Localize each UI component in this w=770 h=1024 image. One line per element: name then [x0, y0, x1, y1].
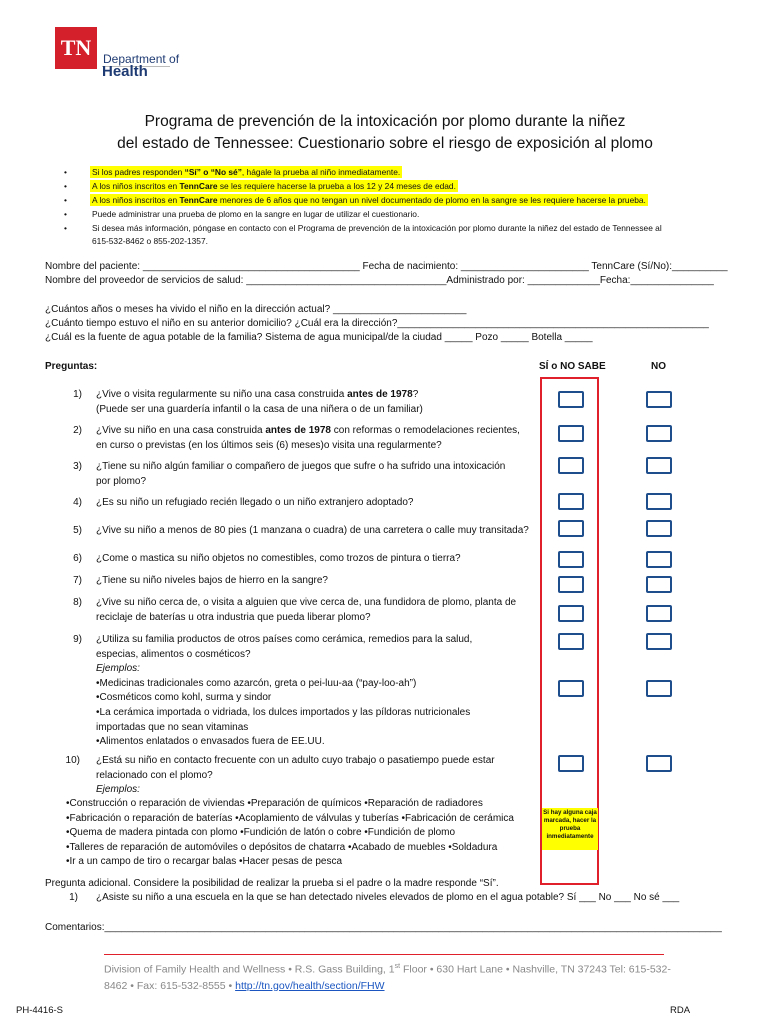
- yes-checkbox[interactable]: [558, 457, 584, 474]
- yes-checkbox[interactable]: [558, 605, 584, 622]
- question-text-part: con reformas o remodelaciones recientes,: [330, 425, 520, 436]
- question-text: •Medicinas tradicionales como azarcón, greta o pei-luu-aa (“pay-loo-ah”): [96, 677, 417, 689]
- bullet-text-part: TennCare: [179, 181, 218, 191]
- tn-logo-text: TN: [60, 35, 92, 60]
- question-text-part: ¿Vive su niño en una casa construida: [96, 425, 266, 436]
- additional-question-intro: Pregunta adicional. Considere la posibilidad de realizar la prueba si el padre o la madre responde “Sí”.: [45, 878, 499, 889]
- question-text: (Puede ser una guardería infantil o la casa de una niñera o de un familiar): [96, 403, 423, 415]
- question-text: ¿Tiene su niño niveles bajos de hierro en la sangre?: [96, 575, 328, 586]
- yes-checkbox[interactable]: [558, 633, 584, 650]
- question-text: ¿Es su niño un refugiado recién llegado o un niño extranjero adoptado?: [96, 497, 414, 508]
- question-text-part: ¿Vive o visita regularmente su niño una casa construida: [96, 389, 348, 400]
- logo-department: Department of: [103, 52, 180, 66]
- question-text: [96, 423, 520, 438]
- footer-line1: Division of Family Health and Wellness • R.S. Gass Building, 1st Floor • 630 Hart Lane • Nashville, TN 37243 Tel: 615-532-: [104, 963, 671, 976]
- bullet-text-part: A los niños inscritos en: [92, 181, 180, 191]
- no-checkbox[interactable]: [646, 755, 672, 772]
- question-text: ¿Vive su niño a menos de 80 pies (1 manzana o cuadra) de una carretera o calle muy transitada?: [96, 525, 529, 536]
- bullet-text: [90, 222, 664, 234]
- question-text: ¿Está su niño en contacto frecuente con un adulto cuyo trabajo o pasatiempo puede estar: [96, 755, 495, 766]
- footer-divider: [104, 954, 664, 955]
- question-text: Ejemplos:: [96, 784, 140, 796]
- question-text: ¿Come o mastica su niño objetos no comestibles, como trozos de pintura o tierra?: [96, 553, 461, 564]
- page-title-line1: Programa de prevención de la intoxicación por plomo durante la niñez: [144, 113, 626, 130]
- question-text: por plomo?: [96, 475, 147, 487]
- question-text: importadas que no sean vitaminas: [96, 721, 249, 733]
- bullet-text: [90, 208, 421, 220]
- q10-example-line: •Ir a un campo de tiro o recargar balas •Hacer pesas de pesca: [66, 856, 343, 867]
- question-text: ¿Vive su niño cerca de, o visita a alguien que vive cerca de, una fundidora de plomo, planta de: [96, 597, 517, 608]
- water-source-field[interactable]: ¿Cuál es la fuente de agua potable de la familia? Sistema de agua municipal/de la ciudad _____ Pozo _____ Botella _____: [45, 332, 593, 343]
- no-checkbox[interactable]: [646, 680, 672, 697]
- question-number: 2): [73, 425, 82, 436]
- no-checkbox[interactable]: [646, 520, 672, 537]
- yes-checkbox[interactable]: [558, 755, 584, 772]
- yes-checkbox[interactable]: [558, 551, 584, 568]
- footer-line2: [104, 978, 724, 994]
- form-id: PH-4416-S: [16, 1005, 63, 1016]
- bullet-dot: •: [64, 195, 67, 205]
- yes-checkbox[interactable]: [558, 391, 584, 408]
- q10-example-line: •Construcción o reparación de viviendas •Preparación de químicos •Reparación de radiadores: [66, 798, 483, 809]
- question-number: 6): [73, 553, 82, 564]
- additional-question-number: 1): [69, 892, 78, 903]
- q10-example-line: •Fabricación o reparación de baterías •Acoplamiento de válvulas y tuberías •Fabricación de cerámica: [66, 812, 514, 824]
- footer-contact: 8462 • Fax: 615-532-8555 •: [104, 979, 236, 992]
- yes-checkbox[interactable]: [558, 520, 584, 537]
- yes-checkbox[interactable]: [558, 576, 584, 593]
- question-text-part: ?: [412, 389, 419, 400]
- bullet-text-part: “Sí” o “No sé”: [184, 167, 242, 177]
- comments-field[interactable]: Comentarios:_______________________________________________________________________________________________________________: [45, 922, 722, 933]
- footer-link[interactable]: http://tn.gov/health/section/FHW: [235, 979, 385, 992]
- question-text: especias, alimentos o cosméticos?: [96, 648, 251, 660]
- patient-name-field[interactable]: Nombre del paciente: _______________________________________ Fecha de nacimiento: _______________________ TennCare (Sí/No):__________: [45, 261, 728, 272]
- bullet-text: [90, 180, 458, 192]
- bullet-dot: •: [64, 209, 67, 219]
- q10-example-line: •Talleres de reparación de automóviles o depósitos de chatarra •Acabado de muebles •Soldadura: [66, 841, 498, 853]
- bullet-text-continuation: 615-532-8462 o 855-202-1357.: [92, 236, 208, 246]
- no-checkbox[interactable]: [646, 551, 672, 568]
- question-number: 1): [73, 389, 82, 400]
- previous-address-field[interactable]: ¿Cuánto tiempo estuvo el niño en su anterior domicilio? ¿Cuál era la dirección?________________________________________________________: [45, 318, 709, 329]
- bullet-text-part: Puede administrar una prueba de plomo en la sangre en lugar de utilizar el cuestionario.: [92, 209, 420, 219]
- bullet-text-part: TennCare: [179, 195, 218, 205]
- bullet-text: [90, 166, 402, 178]
- yes-checkbox[interactable]: [558, 425, 584, 442]
- bullet-text-part: menores de 6 años que no tengan un nivel documentado de plomo en la sangre se les requiere hacerse la prueba.: [217, 195, 646, 205]
- bullet-text-part: A los niños inscritos en: [92, 195, 180, 205]
- years-at-address-field[interactable]: ¿Cuántos años o meses ha vivido el niño en la dirección actual? ________________________: [45, 304, 467, 315]
- no-checkbox[interactable]: [646, 576, 672, 593]
- question-number: 4): [73, 497, 82, 508]
- question-number: 10): [65, 755, 80, 766]
- question-number: 5): [73, 525, 82, 536]
- yes-checkbox[interactable]: [558, 493, 584, 510]
- footer-address: [104, 959, 724, 994]
- question-text: •Alimentos enlatados o envasados fuera de EE.UU.: [96, 736, 325, 748]
- bullet-text-part: , hágale la prueba al niño inmediatamente.: [241, 167, 401, 177]
- no-checkbox[interactable]: [646, 633, 672, 650]
- q10-example-line: •Quema de madera pintada con plomo •Fundición de latón o cobre •Fundición de plomo: [66, 827, 456, 838]
- bullet-text-part: Si los padres responden: [92, 167, 185, 177]
- no-checkbox[interactable]: [646, 457, 672, 474]
- logo-health: Health: [102, 63, 148, 80]
- additional-question-school-water[interactable]: ¿Asiste su niño a una escuela en la que se han detectado niveles elevados de plomo en el agua potable? Sí ___ No ___ No sé ___: [96, 892, 680, 903]
- question-text: ¿Tiene su niño algún familiar o compañero de juegos que sufre o ha sufrido una intoxicación: [96, 461, 506, 472]
- question-text: relacionado con el plomo?: [96, 769, 213, 781]
- bullet-text-part: se les requiere hacerse la prueba a los 12 y 24 meses de edad.: [217, 181, 456, 191]
- question-text: •La cerámica importada o vidriada, los dulces importados y las píldoras nutricionales: [96, 707, 471, 718]
- question-text: ¿Utiliza su familia productos de otros países como cerámica, remedios para la salud,: [96, 634, 473, 645]
- question-text: en curso o previstas (en los últimos seis (6) meses)o visita una regularmente?: [96, 439, 442, 451]
- bullet-dot: •: [64, 167, 67, 177]
- question-text: [96, 387, 418, 402]
- test-note: Si hay alguna caja marcada, hacer la prueba inmediatamente: [542, 808, 598, 850]
- no-checkbox[interactable]: [646, 493, 672, 510]
- bullet-text-part: Si desea más información, póngase en contacto con el Programa de prevención de la intoxicación por plomo durante la niñez del estado de Tennessee al: [92, 223, 662, 233]
- no-checkbox[interactable]: [646, 605, 672, 622]
- yes-checkbox[interactable]: [558, 680, 584, 697]
- question-text-part: antes de 1978: [347, 389, 413, 400]
- no-checkbox[interactable]: [646, 425, 672, 442]
- bullet-text: [90, 194, 648, 206]
- bullet-dot: •: [64, 181, 67, 191]
- yes-column-header: SÍ o NO SABE: [539, 361, 606, 372]
- question-number: 3): [73, 461, 82, 472]
- question-text: •Cosméticos como kohl, surma y sindor: [96, 692, 272, 704]
- question-text: Ejemplos:: [96, 663, 140, 675]
- question-number: 7): [73, 575, 82, 586]
- no-checkbox[interactable]: [646, 391, 672, 408]
- question-text-part: antes de 1978: [265, 425, 331, 436]
- no-column-header: NO: [651, 361, 666, 372]
- question-number: 8): [73, 597, 82, 608]
- question-number: 9): [73, 634, 82, 645]
- question-text: reciclaje de baterías u otra industria que pueda liberar plomo?: [96, 611, 371, 623]
- provider-name-field[interactable]: Nombre del proveedor de servicios de salud: ____________________________________Administrado por: _____________Fecha:_______________: [45, 275, 714, 286]
- page-title-line2: del estado de Tennessee: Cuestionario sobre el riesgo de exposición al plomo: [117, 135, 653, 152]
- questions-header: Preguntas:: [45, 361, 98, 372]
- bullet-dot: •: [64, 223, 67, 233]
- rda-label: RDA: [670, 1005, 691, 1016]
